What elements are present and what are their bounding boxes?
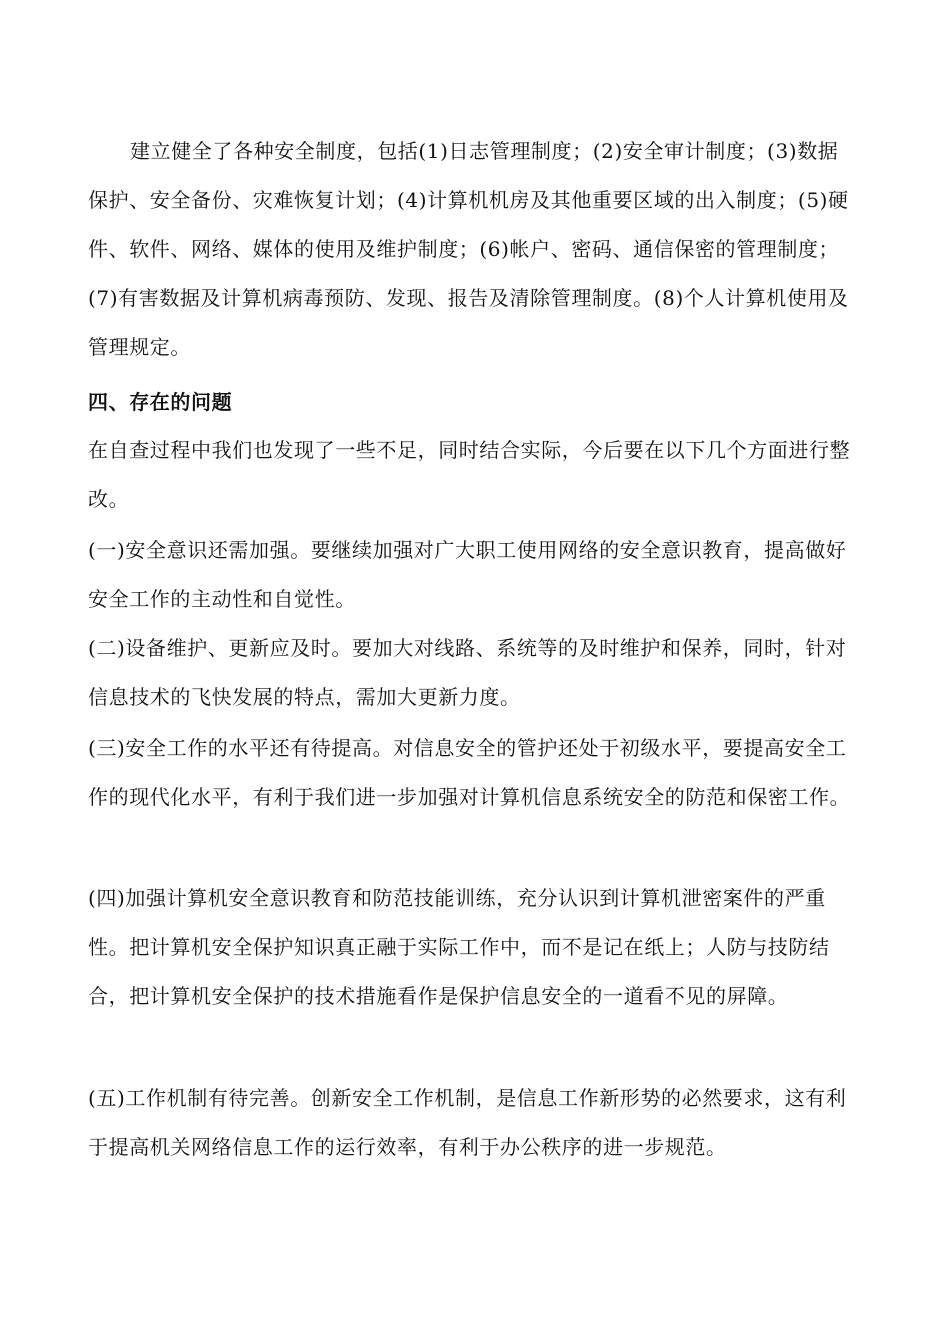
section-intro-paragraph: 在自查过程中我们也发现了一些不足，同时结合实际，今后要在以下几个方面进行整改。 — [88, 438, 851, 511]
item-paragraph-5: (五)工作机制有待完善。创新安全工作机制，是信息工作新形势的必然要求，这有利于提高机关网络信息工作的运行效率，有利于办公秩序的进一步规范。 — [88, 1086, 847, 1159]
item-paragraph-4: (四)加强计算机安全意识教育和防范技能训练，充分认识到计算机泄密案件的严重性。把计算机安全保护知识真正融于实际工作中，而不是记在纸上；人防与技防结合，把计算机安全保护的技术措施看作是保护信息安全的一道看不见的屏障。 — [88, 886, 830, 1008]
item-paragraph-2: (二)设备维护、更新应及时。要加大对线路、系统等的及时维护和保养，同时，针对信息技术的飞快发展的特点，需加大更新力度。 — [88, 636, 847, 709]
item-paragraph-1: (一)安全意识还需加强。要继续加强对广大职工使用网络的安全意识教育，提高做好安全工作的主动性和自觉性。 — [88, 538, 847, 611]
intro-paragraph: 建立健全了各种安全制度，包括(1)日志管理制度；(2)安全审计制度；(3)数据保护、安全备份、灾难恢复计划；(4)计算机机房及其他重要区域的出入制度；(5)硬件、软件、网络、媒体的使用及维护制度；(6)帐户、密码、通信保密的管理制度；(7)有害数据及计算机病毒预防、发现、报告及清除管理制度。(8)个人计算机使用及管理规定。 — [88, 139, 849, 359]
item-paragraph-3: (三)安全工作的水平还有待提高。对信息安全的管护还处于初级水平，要提高安全工作的现代化水平，有利于我们进一步加强对计算机信息系统安全的防范和保密工作。 — [88, 736, 851, 809]
section-heading: 四、存在的问题 — [88, 390, 233, 414]
